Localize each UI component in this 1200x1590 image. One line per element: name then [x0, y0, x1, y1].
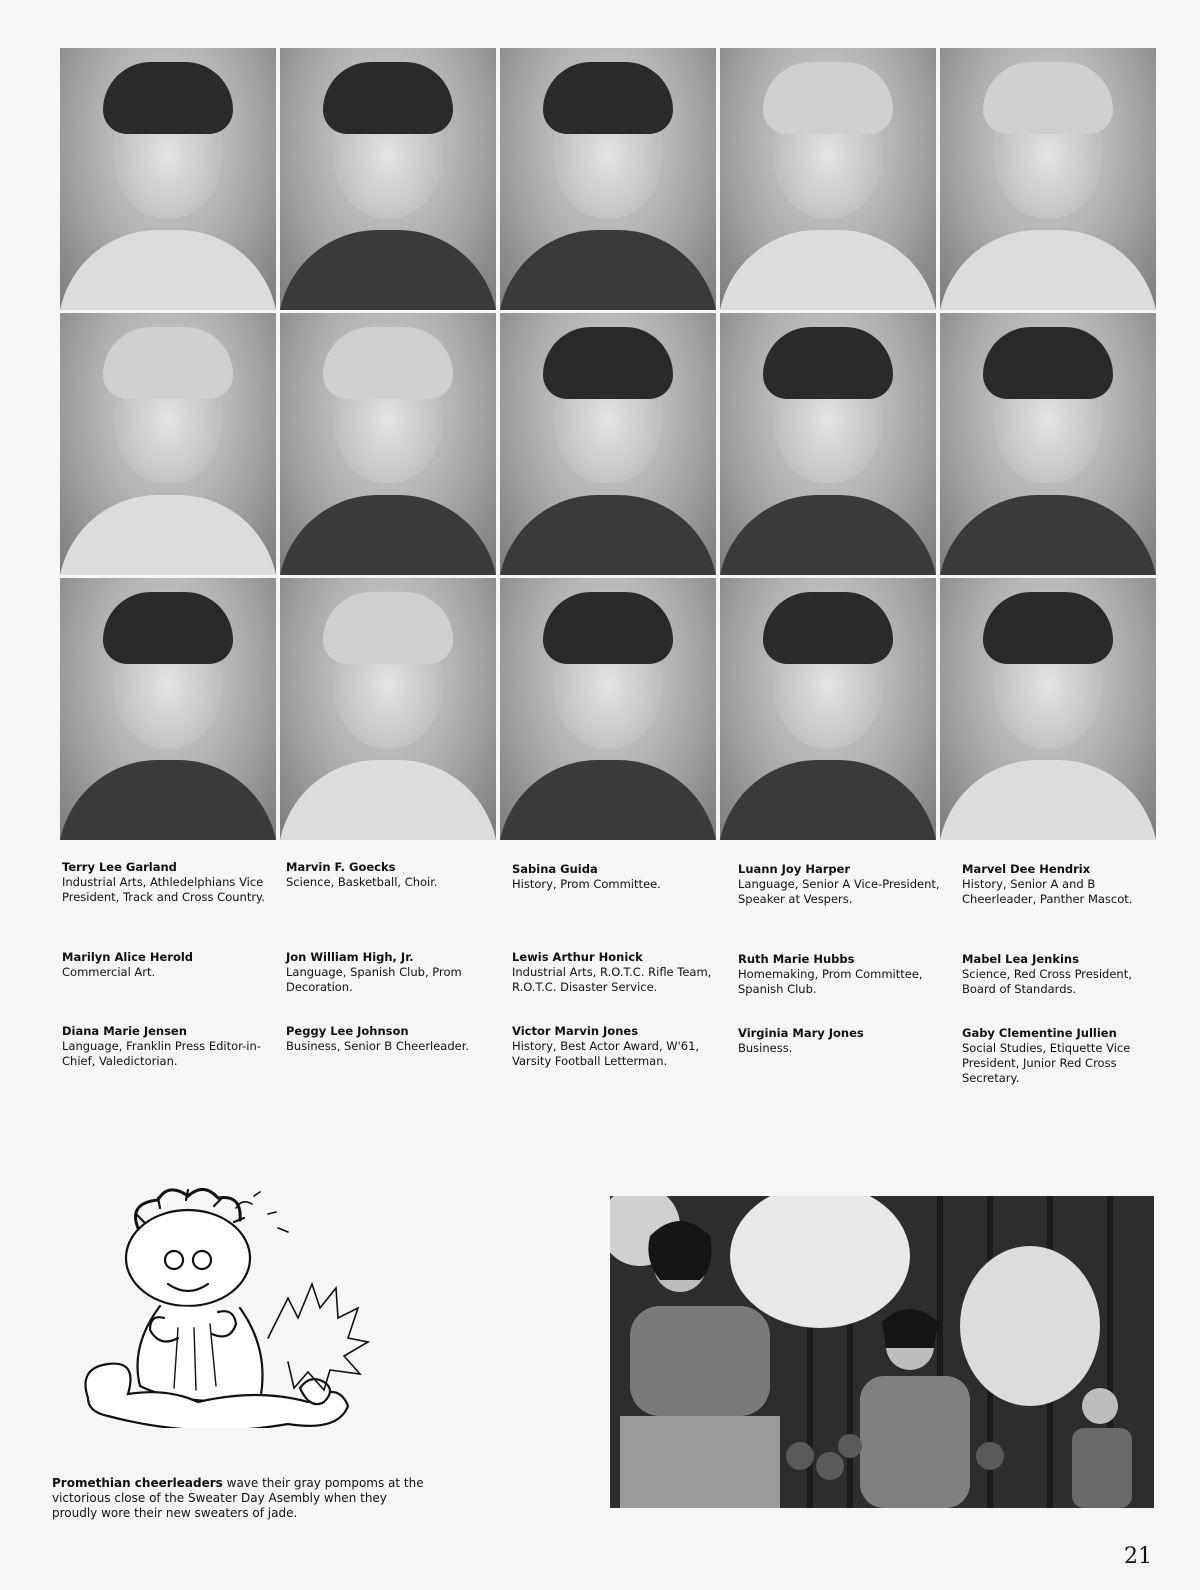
senior-activities: Language, Senior A Vice-President, Speaker at Vespers. [738, 877, 940, 906]
portrait-terry-garland [60, 48, 276, 310]
portrait-grid [60, 48, 1154, 848]
portrait-sabina-guida [500, 48, 716, 310]
senior-activities: Business. [738, 1041, 793, 1055]
mascot-cartoon-svg [68, 1188, 402, 1428]
portrait-gaby-jullien [940, 578, 1156, 840]
caption-gaby-jullien [962, 1026, 1162, 1086]
caption-victor-jones [512, 1024, 717, 1069]
senior-name: Terry Lee Garland [62, 860, 177, 874]
portrait-virginia-jones [720, 578, 936, 840]
senior-name: Peggy Lee Johnson [286, 1024, 409, 1038]
caption-jon-high [286, 950, 491, 995]
portrait-marvin-goecks [280, 48, 496, 310]
caption-marilyn-herold [62, 950, 267, 980]
caption-diana-jensen [62, 1024, 267, 1069]
senior-name: Marvin F. Goecks [286, 860, 396, 874]
page-number: 21 [1124, 1544, 1152, 1569]
senior-activities: Business, Senior B Cheerleader. [286, 1039, 470, 1053]
mascot-cartoon-illustration [68, 1188, 402, 1428]
senior-name: Mabel Lea Jenkins [962, 952, 1079, 966]
senior-name: Gaby Clementine Jullien [962, 1026, 1117, 1040]
senior-activities: Industrial Arts, Athledelphians Vice President, Track and Cross Country. [62, 875, 265, 904]
caption-lewis-honick [512, 950, 717, 995]
senior-activities: Commercial Art. [62, 965, 156, 979]
portrait-marvel-hendrix [940, 48, 1156, 310]
caption-lead: Promethian cheerleaders [52, 1476, 223, 1490]
senior-activities: Language, Franklin Press Editor-in-Chief, Valedictorian. [62, 1039, 261, 1068]
caption-peggy-johnson [286, 1024, 491, 1054]
senior-name: Luann Joy Harper [738, 862, 851, 876]
caption-marvel-hendrix [962, 862, 1162, 907]
caption-mabel-jenkins [962, 952, 1162, 997]
senior-activities: History, Best Actor Award, W'61, Varsity Football Letterman. [512, 1039, 700, 1068]
senior-name: Victor Marvin Jones [512, 1024, 639, 1038]
senior-name: Lewis Arthur Honick [512, 950, 643, 964]
portrait-mabel-jenkins [940, 313, 1156, 575]
portrait-marilyn-herold [60, 313, 276, 575]
portrait-luann-harper [720, 48, 936, 310]
portrait-victor-jones [500, 578, 716, 840]
senior-activities: Science, Red Cross President, Board of Standards. [962, 967, 1132, 996]
caption-ruth-hubbs [738, 952, 943, 997]
cheerleaders-photo [610, 1196, 1154, 1508]
portrait-peggy-johnson [280, 578, 496, 840]
portrait-diana-jensen [60, 578, 276, 840]
senior-activities: Industrial Arts, R.O.T.C. Rifle Team, R.O.T.C. Disaster Service. [512, 965, 712, 994]
senior-activities: Social Studies, Etiquette Vice President, Junior Red Cross Secretary. [962, 1041, 1131, 1085]
senior-activities: History, Senior A and B Cheerleader, Panther Mascot. [962, 877, 1133, 906]
senior-name: Marvel Dee Hendrix [962, 862, 1091, 876]
senior-name: Jon William High, Jr. [286, 950, 414, 964]
senior-activities: History, Prom Committee. [512, 877, 661, 891]
senior-name: Virginia Mary Jones [738, 1026, 864, 1040]
caption-luann-harper [738, 862, 943, 907]
caption-virginia-jones [738, 1026, 943, 1056]
senior-activities: Science, Basketball, Choir. [286, 875, 438, 889]
cheerleaders-photo-svg [610, 1196, 1154, 1508]
portrait-lewis-honick [500, 313, 716, 575]
senior-name: Ruth Marie Hubbs [738, 952, 855, 966]
caption-marvin-goecks [286, 860, 491, 890]
portrait-jon-high [280, 313, 496, 575]
senior-name: Marilyn Alice Herold [62, 950, 194, 964]
senior-name: Diana Marie Jensen [62, 1024, 187, 1038]
caption-text: wave their gray pompoms at the victorious close of the Sweater Day Asembly when they proudly wore their new sweaters of jade. [52, 1476, 424, 1520]
caption-sabina-guida [512, 862, 717, 892]
senior-name: Sabina Guida [512, 862, 598, 876]
caption-terry-garland [62, 860, 267, 905]
portrait-ruth-hubbs [720, 313, 936, 575]
senior-activities: Homemaking, Prom Committee, Spanish Club. [738, 967, 923, 996]
cheerleaders-caption [52, 1476, 432, 1521]
senior-activities: Language, Spanish Club, Prom Decoration. [286, 965, 462, 994]
